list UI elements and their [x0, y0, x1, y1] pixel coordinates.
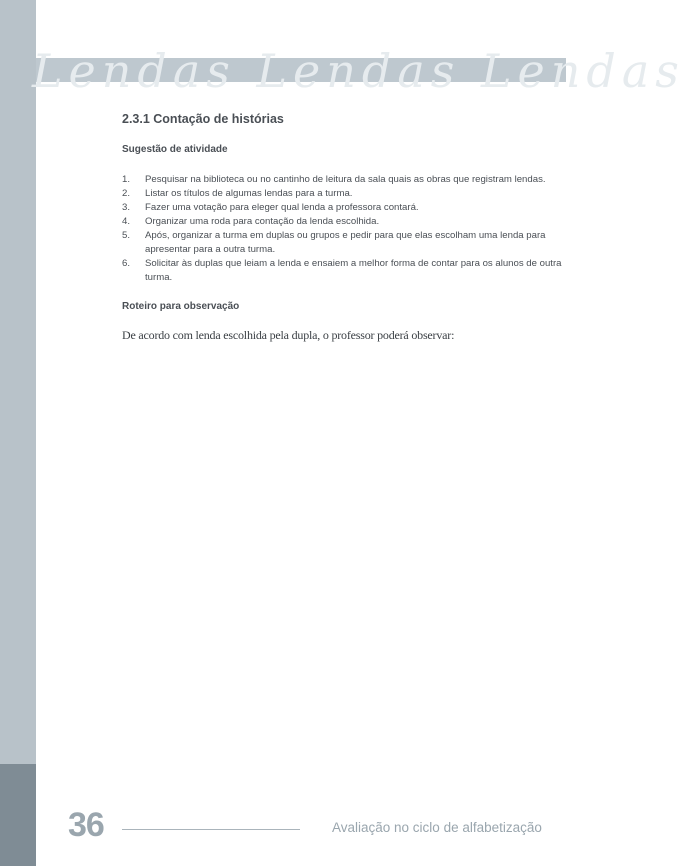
- page-content: [122, 112, 568, 343]
- list-item: [122, 187, 568, 201]
- page-number: 36: [68, 806, 104, 844]
- list-item-number: 6.: [122, 258, 131, 269]
- list-item-number: 1.: [122, 174, 131, 185]
- list-item-text: Pesquisar na biblioteca ou no cantinho de leitura da sala quais as obras que registram lendas.: [145, 174, 546, 185]
- list-item-number: 3.: [122, 202, 131, 213]
- list-item-text: Solicitar às duplas que leiam a lenda e ensaiem a melhor forma de contar para os alunos de outra turma.: [145, 258, 562, 283]
- list-item: [122, 173, 568, 187]
- observation-heading: Roteiro para observação: [122, 301, 240, 312]
- list-item: [122, 257, 568, 285]
- decorative-banner: [32, 44, 685, 98]
- list-item-number: 5.: [122, 230, 131, 241]
- list-item-number: 2.: [122, 188, 131, 199]
- list-item-number: 4.: [122, 216, 131, 227]
- banner-watermark-text: Lendas Lendas Lendas: [32, 44, 685, 98]
- list-item: [122, 201, 568, 215]
- activity-heading: Sugestão de atividade: [122, 144, 228, 155]
- list-item: [122, 229, 568, 257]
- footer-book-title: Avaliação no ciclo de alfabetização: [332, 820, 542, 835]
- footer-divider: [122, 829, 300, 830]
- left-margin-band: [0, 0, 36, 866]
- list-item-text: Após, organizar a turma em duplas ou grupos e pedir para que elas escolham uma lenda para apresentar para a outra turma.: [145, 230, 546, 255]
- observation-intro: De acordo com lenda escolhida pela dupla, o professor poderá observar:: [122, 328, 455, 342]
- left-margin-band-footer: [0, 764, 36, 866]
- list-item: [122, 215, 568, 229]
- list-item-text: Organizar uma roda para contação da lenda escolhida.: [145, 216, 380, 227]
- section-title: 2.3.1 Contação de histórias: [122, 112, 284, 126]
- list-item-text: Listar os títulos de algumas lendas para a turma.: [145, 188, 353, 199]
- list-item-text: Fazer uma votação para eleger qual lenda a professora contará.: [145, 202, 419, 213]
- activity-list: [122, 173, 568, 285]
